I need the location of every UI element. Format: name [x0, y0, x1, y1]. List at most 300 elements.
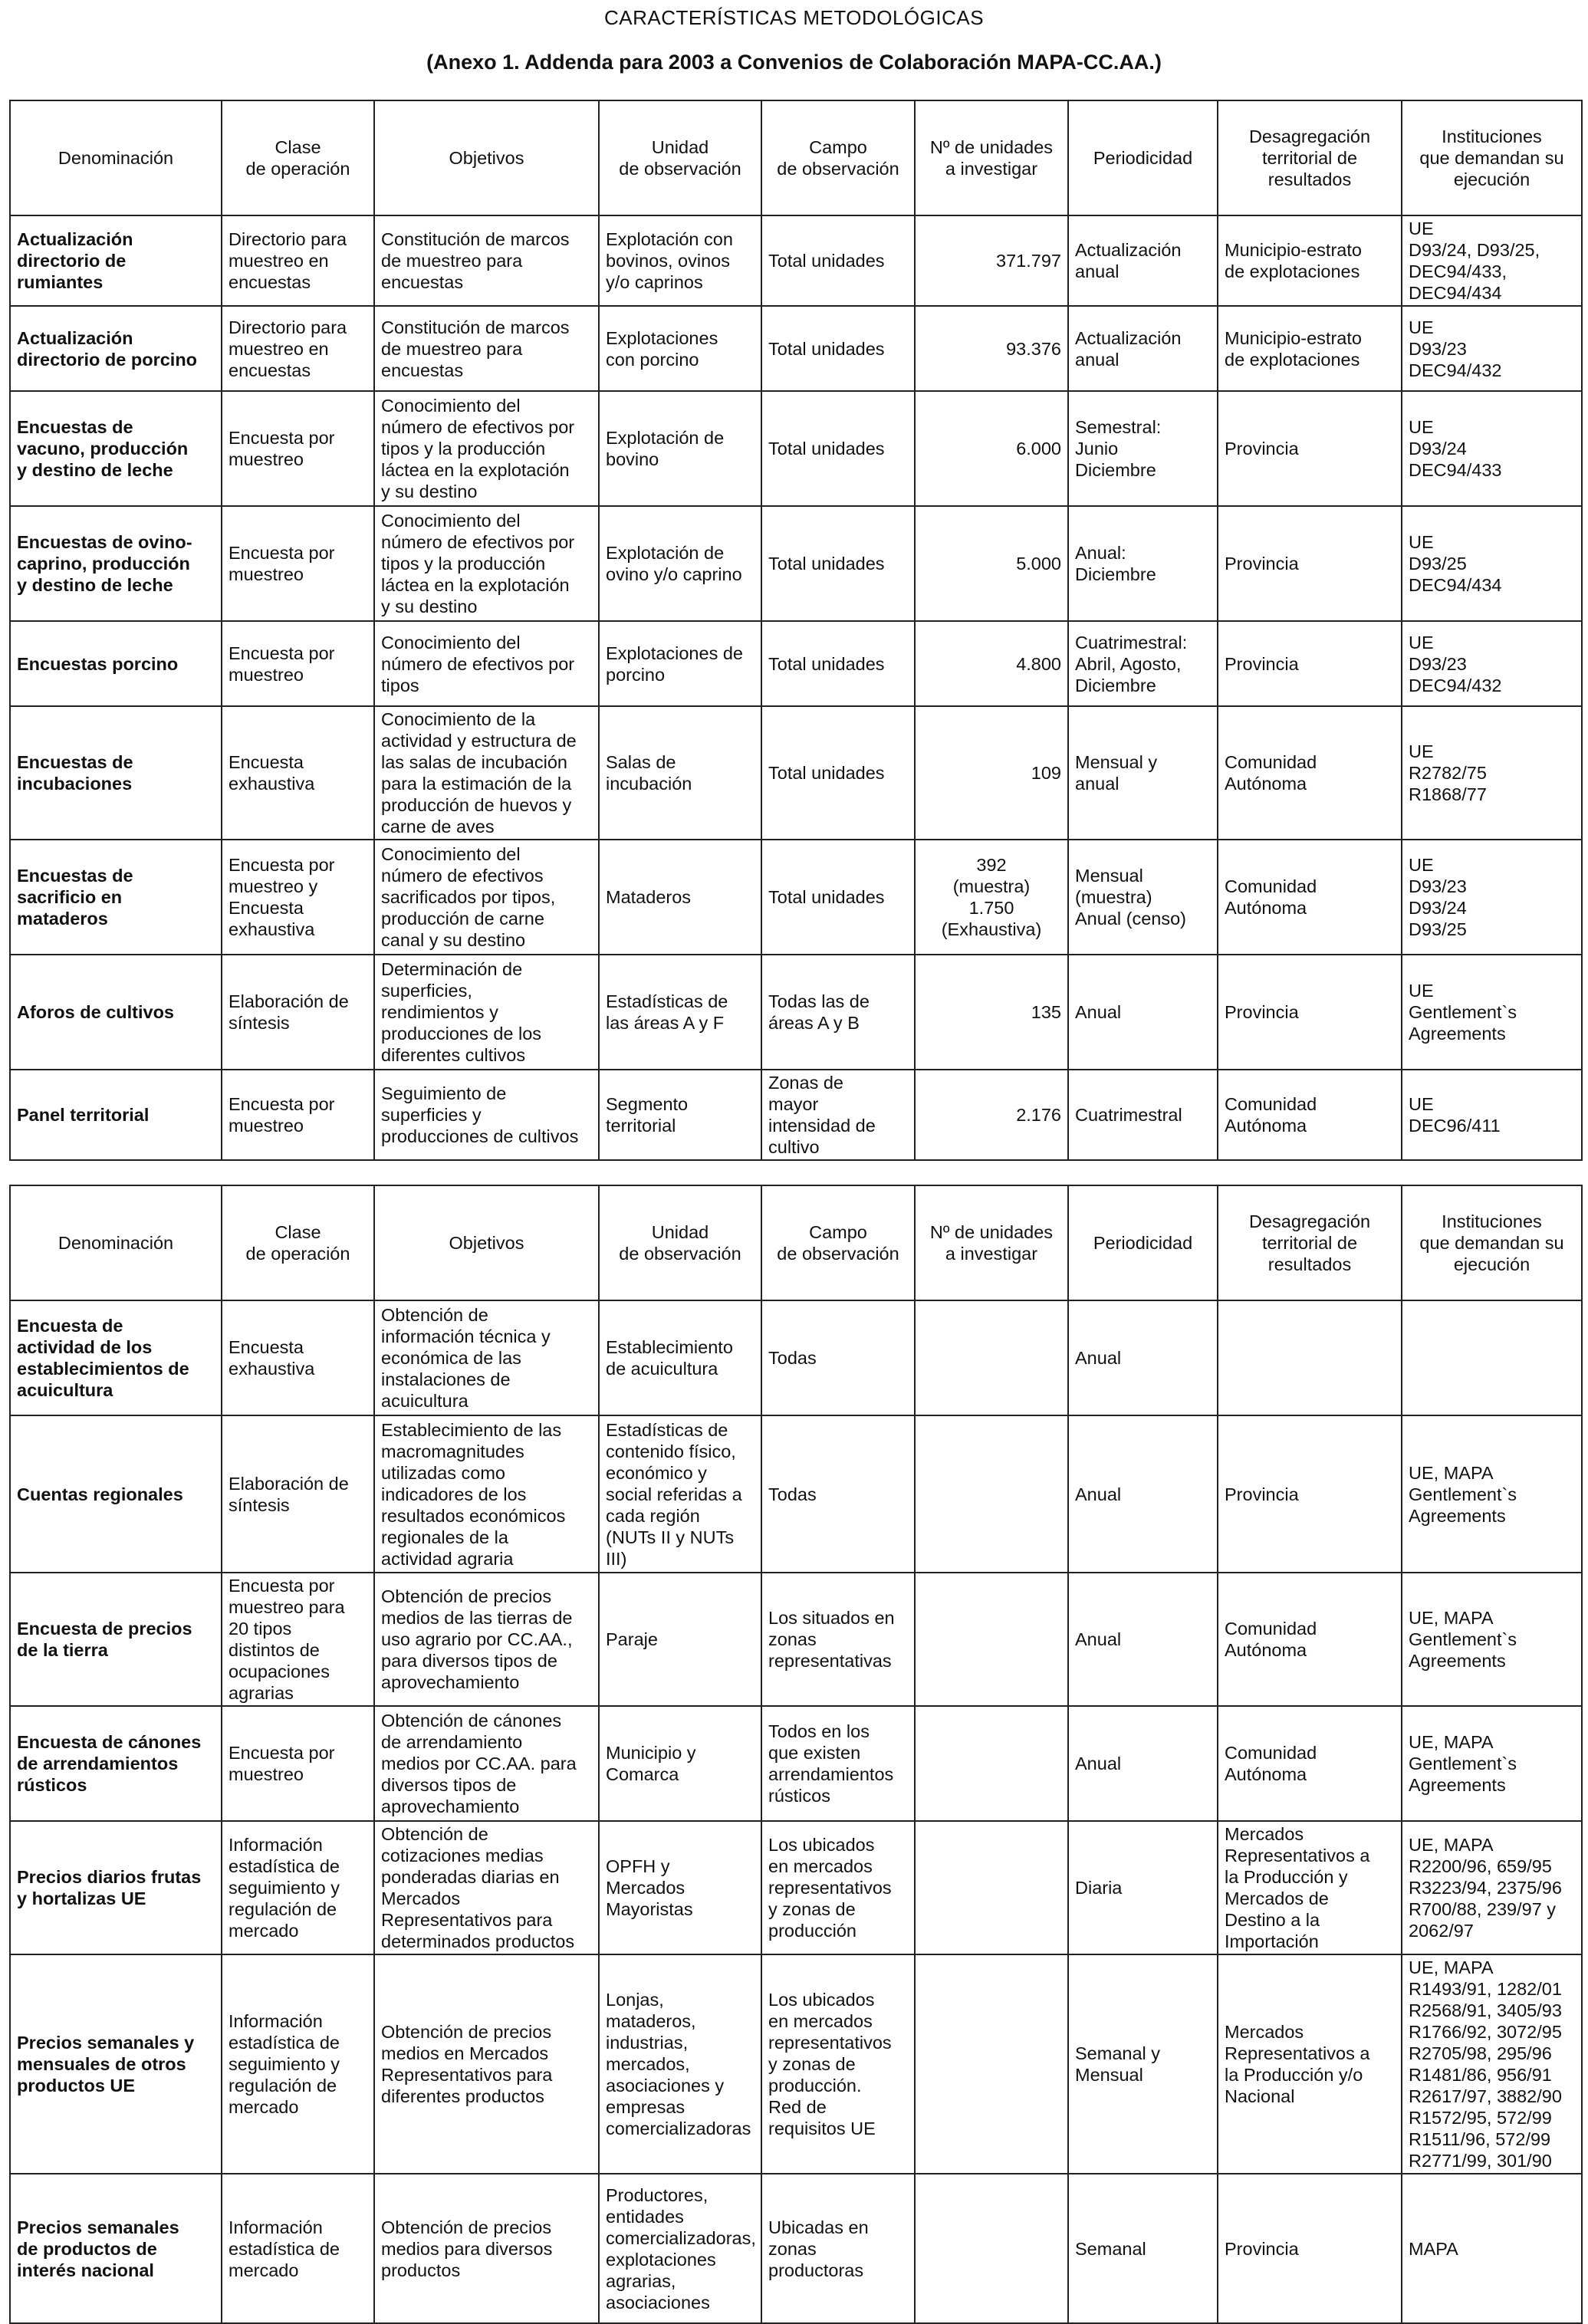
header-instituciones	[1402, 1185, 1582, 1300]
cell-line: Encuestas de ovino-	[17, 532, 192, 552]
cell-line: acuicultura	[381, 1391, 469, 1411]
cell-line: 109	[1031, 763, 1061, 783]
cell-line: DEC94/433	[1409, 460, 1502, 480]
cell-line: Lonjas,	[606, 1990, 664, 2010]
cell-line: Todas	[768, 1348, 817, 1368]
cell-line: Total unidades	[768, 338, 885, 359]
cell-line: Establecimiento	[606, 1337, 733, 1357]
cell-line: seguimiento y	[229, 1878, 340, 1898]
cell-line: instalaciones de	[381, 1369, 511, 1389]
cell-instituciones	[1402, 955, 1582, 1070]
cell-line: rumiantes	[17, 272, 104, 292]
cell-periodicidad	[1068, 1954, 1218, 2174]
cell-line: Municipio y	[606, 1743, 696, 1763]
cell-line: las salas de incubación	[381, 752, 567, 772]
cell-objetivos	[374, 2174, 599, 2323]
cell-line: determinados productos	[381, 1931, 575, 1951]
cell-line: diversos tipos de	[381, 1775, 517, 1795]
cell-line: MAPA	[1409, 2238, 1458, 2259]
cell-line: de productos de	[17, 2238, 157, 2259]
cell-line: UE	[1409, 219, 1434, 238]
cell-line: Mercados	[1225, 2022, 1304, 2042]
cell-denominacion	[10, 955, 222, 1070]
cell-num-unidades	[915, 306, 1068, 391]
cell-line: diferentes productos	[381, 2086, 544, 2106]
header-line: Objetivos	[449, 148, 524, 168]
cell-line: UE	[1409, 317, 1434, 337]
cell-line: DEC96/411	[1409, 1116, 1501, 1136]
cell-objetivos	[374, 1300, 599, 1415]
cell-line: R3223/94, 2375/96	[1409, 1878, 1562, 1898]
cell-line: encuestas	[229, 272, 311, 292]
cell-objetivos	[374, 1954, 599, 2174]
cell-instituciones	[1402, 1070, 1582, 1160]
cell-line: y zonas de	[768, 1899, 856, 1919]
header-line: de operación	[245, 1244, 350, 1264]
header-line: ejecución	[1453, 1254, 1530, 1274]
cell-line: Mataderos	[606, 887, 692, 907]
cell-line: Cuatrimestral:	[1075, 632, 1188, 652]
cell-instituciones	[1402, 391, 1582, 506]
cell-line: OPFH y	[606, 1856, 670, 1876]
cell-line: cotizaciones medias	[381, 1846, 544, 1865]
cell-line: Directorio para	[229, 229, 347, 249]
cell-instituciones	[1402, 1821, 1582, 1954]
cell-line: 20 tipos	[229, 1619, 292, 1639]
cell-line: Diciembre	[1075, 675, 1156, 695]
cell-line: comercializadoras	[606, 2119, 751, 2138]
cell-line: mataderos,	[606, 2011, 696, 2031]
cell-num-unidades	[915, 621, 1068, 706]
cell-line: Anual:	[1075, 543, 1126, 563]
header-line: de observación	[619, 159, 741, 179]
cell-line: 93.376	[1006, 338, 1061, 359]
cell-line: Los ubicados	[768, 1990, 875, 2010]
cell-line: Los ubicados	[768, 1835, 875, 1855]
cell-instituciones	[1402, 706, 1582, 840]
cell-line: Aforos de cultivos	[17, 1002, 175, 1022]
cell-line: exhaustiva	[229, 919, 315, 939]
cell-clase-operacion	[222, 621, 374, 706]
cell-periodicidad	[1068, 955, 1218, 1070]
header-line: resultados	[1267, 169, 1352, 189]
cell-line: Representativos a	[1225, 2043, 1370, 2063]
table-row	[10, 506, 1582, 621]
cell-line: mataderos	[17, 909, 108, 929]
cell-periodicidad	[1068, 1415, 1218, 1573]
cell-line: D93/24	[1409, 898, 1467, 918]
cell-desagregacion	[1218, 1573, 1402, 1706]
cell-line: Encuesta por	[229, 643, 335, 663]
cell-objetivos	[374, 215, 599, 306]
cell-instituciones	[1402, 2174, 1582, 2323]
header-line: a investigar	[945, 159, 1038, 179]
cell-desagregacion	[1218, 1954, 1402, 2174]
cell-denominacion	[10, 215, 222, 306]
cell-line: encuestas	[229, 360, 311, 380]
cell-line: Anual	[1075, 1629, 1122, 1649]
header-instituciones	[1402, 100, 1582, 215]
cell-line: R1481/86, 956/91	[1409, 2065, 1552, 2085]
cell-line: Semanal y	[1075, 2043, 1161, 2063]
cell-line: Cuatrimestral	[1075, 1105, 1182, 1125]
cell-line: sacrificados por tipos,	[381, 887, 556, 907]
cell-line: agrarias,	[606, 2270, 676, 2291]
cell-line: Panel territorial	[17, 1105, 150, 1125]
table-row	[10, 955, 1582, 1070]
header-line: Denominación	[58, 148, 174, 168]
cell-line: DEC94/434	[1409, 575, 1502, 595]
cell-periodicidad	[1068, 391, 1218, 506]
header-num-unidades	[915, 100, 1068, 215]
cell-line: D93/23	[1409, 653, 1467, 674]
cell-line: contenido físico,	[606, 1441, 736, 1461]
header-clase-operacion	[222, 1185, 374, 1300]
cell-objetivos	[374, 621, 599, 706]
cell-line: Encuesta por	[229, 543, 335, 563]
cell-line: económica de las	[381, 1348, 521, 1368]
header-line: de operación	[245, 159, 350, 179]
cell-line: Comunidad	[1225, 876, 1317, 896]
cell-line: información técnica y	[381, 1326, 551, 1346]
cell-line: Abril, Agosto,	[1075, 653, 1182, 674]
cell-line: establecimientos de	[17, 1359, 189, 1379]
cell-line: Salas de	[606, 752, 676, 772]
header-line: Denominación	[58, 1233, 174, 1253]
cell-line: muestreo en	[229, 338, 329, 359]
cell-line: seguimiento y	[229, 2054, 340, 2074]
cell-line: número de efectivos por	[381, 417, 575, 437]
cell-line: Estadísticas de	[606, 1419, 728, 1440]
cell-line: (muestra)	[952, 876, 1031, 896]
cell-line: Provincia	[1225, 1484, 1299, 1504]
cell-line: para la estimación de la	[381, 774, 572, 794]
cell-line: porcino	[606, 664, 666, 685]
cell-instituciones	[1402, 506, 1582, 621]
cell-num-unidades	[915, 1415, 1068, 1573]
cell-line: encuestas	[381, 360, 464, 380]
cell-unidad-observacion	[599, 2174, 761, 2323]
cell-line: Establecimiento de las	[381, 1419, 562, 1440]
cell-num-unidades	[915, 506, 1068, 621]
cell-line: Encuesta por	[229, 428, 335, 448]
cell-line: Total unidades	[768, 763, 885, 783]
cell-line: UE, MAPA	[1409, 1835, 1494, 1855]
cell-line: Productores,	[606, 2184, 709, 2205]
cell-line: Mercados de	[1225, 1888, 1329, 1908]
table-row	[10, 1954, 1582, 2174]
header-line: Unidad	[651, 1222, 709, 1242]
cell-campo-observacion	[761, 391, 915, 506]
header-line: Objetivos	[449, 1233, 524, 1253]
cell-line: de muestreo para	[381, 338, 523, 359]
cell-line: producción de huevos y	[381, 795, 572, 815]
cell-line: Mensual	[1075, 866, 1143, 886]
cell-line: Total unidades	[768, 653, 885, 674]
cell-unidad-observacion	[599, 1706, 761, 1821]
cell-line: Conocimiento del	[381, 511, 521, 531]
header-line: Desagregación	[1248, 127, 1371, 146]
cell-clase-operacion	[222, 2174, 374, 2323]
cell-line: asociaciones y	[606, 2076, 725, 2096]
cell-line: Encuesta por	[229, 1743, 335, 1763]
header-line: Nº de unidades	[929, 1222, 1054, 1242]
table-row	[10, 621, 1582, 706]
header-line: Campo	[809, 137, 867, 157]
header-line: que demandan su	[1419, 148, 1564, 168]
cell-line: directorio de	[17, 251, 127, 271]
header-line: Clase	[275, 1222, 321, 1242]
cell-objetivos	[374, 1821, 599, 1954]
cell-line: Semestral:	[1075, 417, 1162, 437]
cell-line: muestreo y	[229, 876, 318, 896]
cell-denominacion	[10, 306, 222, 391]
header-line: de observación	[619, 1244, 741, 1264]
cell-line: de arrendamiento	[381, 1732, 523, 1752]
cell-campo-observacion	[761, 621, 915, 706]
cell-line: Actualización	[17, 327, 133, 348]
cell-line: UE, MAPA	[1409, 1608, 1494, 1628]
cell-desagregacion	[1218, 306, 1402, 391]
cell-line: D93/25	[1409, 919, 1467, 939]
cell-line: DEC94/432	[1409, 360, 1502, 380]
cell-line: económico y	[606, 1462, 707, 1483]
cell-line: R700/88, 239/97 y	[1409, 1899, 1557, 1919]
cell-line: comercializadoras,	[606, 2227, 756, 2248]
cell-line: producciones de cultivos	[381, 1126, 579, 1146]
cell-line: 371.797	[996, 251, 1061, 271]
cell-denominacion	[10, 1300, 222, 1415]
cell-line: Determinación de	[381, 959, 523, 979]
header-num-unidades	[915, 1185, 1068, 1300]
cell-line: Encuesta por	[229, 1576, 335, 1596]
cell-line: zonas	[768, 2238, 817, 2259]
cell-line: producción de carne	[381, 909, 544, 929]
cell-line: UE	[1409, 632, 1434, 652]
cell-line: exhaustiva	[229, 1359, 315, 1379]
table-row	[10, 1706, 1582, 1821]
cell-line: la Producción y/o	[1225, 2065, 1363, 2085]
cell-line: y zonas de	[768, 2054, 856, 2074]
cell-denominacion	[10, 1415, 222, 1573]
cell-line: representativos	[768, 2033, 892, 2053]
header-periodicidad	[1068, 1185, 1218, 1300]
cell-line: R2771/99, 301/90	[1409, 2151, 1552, 2171]
header-line: Periodicidad	[1093, 148, 1193, 168]
cell-line: UE	[1409, 741, 1434, 761]
cell-line: Actualización	[1075, 327, 1182, 348]
cell-line: Los situados en	[768, 1608, 895, 1628]
cell-clase-operacion	[222, 391, 374, 506]
cell-line: Junio	[1075, 439, 1119, 459]
header-line: Clase	[275, 137, 321, 157]
cell-line: industrias,	[606, 2033, 689, 2053]
cell-line: Explotaciones	[606, 327, 718, 348]
header-line: Nº de unidades	[929, 137, 1054, 157]
cell-line: estadística de	[229, 2238, 340, 2259]
cell-line: D93/23	[1409, 338, 1467, 359]
header-line: que demandan su	[1419, 1233, 1564, 1253]
cell-line: Total unidades	[768, 887, 885, 907]
cell-campo-observacion	[761, 1415, 915, 1573]
cell-line: ocupaciones	[229, 1662, 330, 1681]
cell-line: de arrendamientos	[17, 1754, 179, 1773]
cell-objetivos	[374, 391, 599, 506]
cell-line: Provincia	[1225, 2238, 1299, 2259]
cell-objetivos	[374, 1573, 599, 1706]
cell-line: UE	[1409, 1094, 1434, 1114]
cell-desagregacion	[1218, 706, 1402, 840]
cell-line: Anual	[1075, 1754, 1122, 1773]
cell-line: 1.750	[968, 898, 1014, 918]
cell-line: R2705/98, 295/96	[1409, 2043, 1552, 2063]
cell-line: con porcino	[606, 349, 699, 370]
table-row	[10, 391, 1582, 506]
cell-line: incubaciones	[17, 774, 133, 794]
cell-line: Obtención de precios	[381, 2217, 552, 2237]
cell-line: Representativos para	[381, 1910, 553, 1930]
cell-periodicidad	[1068, 1706, 1218, 1821]
table-row	[10, 1070, 1582, 1160]
cell-line: Municipio-estrato	[1225, 327, 1362, 348]
cell-line: Todas	[768, 1484, 817, 1504]
cell-line: 2062/97	[1409, 1921, 1474, 1941]
cell-line: y destino de leche	[17, 460, 173, 480]
methodology-table-2	[9, 1185, 1583, 2324]
header-line: ejecución	[1453, 169, 1530, 189]
header-objetivos	[374, 1185, 599, 1300]
cell-line: superficies y	[381, 1105, 482, 1125]
cell-line: medios por CC.AA. para	[381, 1754, 577, 1773]
cell-line: Gentlement`s	[1409, 1754, 1517, 1773]
table-2-header-row	[10, 1185, 1582, 1300]
header-campo-observacion	[761, 1185, 915, 1300]
cell-desagregacion	[1218, 215, 1402, 306]
header-desagregacion	[1218, 100, 1402, 215]
cell-line: D93/24	[1409, 439, 1467, 459]
cell-line: cultivo	[768, 1137, 820, 1157]
header-clase-operacion	[222, 100, 374, 215]
cell-clase-operacion	[222, 215, 374, 306]
cell-line: requisitos UE	[768, 2119, 876, 2138]
cell-line: actividad y estructura de	[381, 731, 577, 751]
cell-desagregacion	[1218, 1415, 1402, 1573]
cell-line: Encuestas de	[17, 866, 133, 886]
cell-line: Gentlement`s	[1409, 1002, 1517, 1022]
cell-line: Autónoma	[1225, 774, 1307, 794]
cell-line: número de efectivos por	[381, 653, 575, 674]
cell-line: 2.176	[1016, 1105, 1061, 1125]
cell-periodicidad	[1068, 506, 1218, 621]
cell-line: R2617/97, 3882/90	[1409, 2086, 1562, 2106]
cell-line: Comunidad	[1225, 1619, 1317, 1639]
cell-line: R1868/77	[1409, 784, 1487, 804]
cell-line: DEC94/433,	[1409, 261, 1507, 281]
header-line: de observación	[777, 1244, 899, 1264]
cell-line: R1572/95, 572/99	[1409, 2108, 1552, 2128]
cell-campo-observacion	[761, 1954, 915, 2174]
cell-line: Comarca	[606, 1764, 679, 1784]
cell-line: Directorio para	[229, 317, 347, 337]
cell-desagregacion	[1218, 621, 1402, 706]
cell-line: Diciembre	[1075, 460, 1156, 480]
cell-line: anual	[1075, 774, 1119, 794]
cell-line: Actualización	[17, 229, 133, 249]
cell-line: Explotación con	[606, 229, 733, 249]
header-line: territorial de	[1261, 148, 1358, 168]
cell-line: Gentlement`s	[1409, 1629, 1517, 1649]
cell-line: 4.800	[1016, 653, 1061, 674]
cell-line: para diversos tipos de	[381, 1651, 557, 1671]
cell-line: Anual	[1075, 1484, 1122, 1504]
cell-num-unidades	[915, 391, 1068, 506]
cell-num-unidades	[915, 1300, 1068, 1415]
cell-line: Conocimiento del	[381, 844, 521, 864]
cell-line: número de efectivos por	[381, 532, 575, 552]
cell-line: Paraje	[606, 1629, 658, 1649]
cell-unidad-observacion	[599, 506, 761, 621]
cell-desagregacion	[1218, 506, 1402, 621]
cell-line: regulación de	[229, 2076, 337, 2096]
cell-line: Encuesta por	[229, 855, 335, 875]
cell-desagregacion	[1218, 1821, 1402, 1954]
cell-denominacion	[10, 1821, 222, 1954]
cell-line: Todos en los	[768, 1721, 870, 1741]
cell-line: carne de aves	[381, 817, 495, 837]
cell-line: las áreas A y F	[606, 1013, 725, 1033]
cell-desagregacion	[1218, 1706, 1402, 1821]
cell-line: de acuicultura	[606, 1359, 718, 1379]
cell-line: Agreements	[1409, 1775, 1506, 1795]
cell-campo-observacion	[761, 2174, 915, 2323]
cell-line: productos	[381, 2260, 461, 2280]
cell-line: UE, MAPA	[1409, 1957, 1494, 1977]
cell-line: anual	[1075, 261, 1119, 281]
cell-line: interés nacional	[17, 2260, 154, 2280]
cell-line: en mercados	[768, 1856, 873, 1876]
cell-line: R2568/91, 3405/93	[1409, 2000, 1562, 2020]
cell-line: Representativos a	[1225, 1846, 1370, 1865]
cell-num-unidades	[915, 1821, 1068, 1954]
cell-line: mayor	[768, 1094, 819, 1114]
cell-line: y su destino	[381, 482, 478, 501]
cell-line: Autónoma	[1225, 1116, 1307, 1136]
cell-line: zonas	[768, 1629, 817, 1649]
cell-line: y/o caprinos	[606, 272, 703, 292]
cell-line: medios en Mercados	[381, 2043, 549, 2063]
table-row	[10, 1821, 1582, 1954]
cell-line: mercado	[229, 1921, 299, 1941]
cell-unidad-observacion	[599, 306, 761, 391]
cell-campo-observacion	[761, 1821, 915, 1954]
cell-line: agrarias	[229, 1683, 294, 1703]
cell-periodicidad	[1068, 621, 1218, 706]
cell-line: indicadores de los	[381, 1484, 527, 1504]
cell-line: Encuesta de precios	[17, 1619, 192, 1639]
cell-line: social referidas a	[606, 1484, 742, 1504]
cell-line: Todas las de	[768, 991, 870, 1011]
cell-clase-operacion	[222, 1821, 374, 1954]
cell-line: Conocimiento de la	[381, 709, 536, 729]
cell-line: ponderadas diarias en	[381, 1867, 560, 1887]
cell-clase-operacion	[222, 1070, 374, 1160]
cell-line: de la tierra	[17, 1640, 108, 1660]
header-unidad-observacion	[599, 100, 761, 215]
cell-line: muestreo	[229, 1764, 304, 1784]
header-campo-observacion	[761, 100, 915, 215]
header-denominacion	[10, 1185, 222, 1300]
cell-line: incubación	[606, 774, 692, 794]
